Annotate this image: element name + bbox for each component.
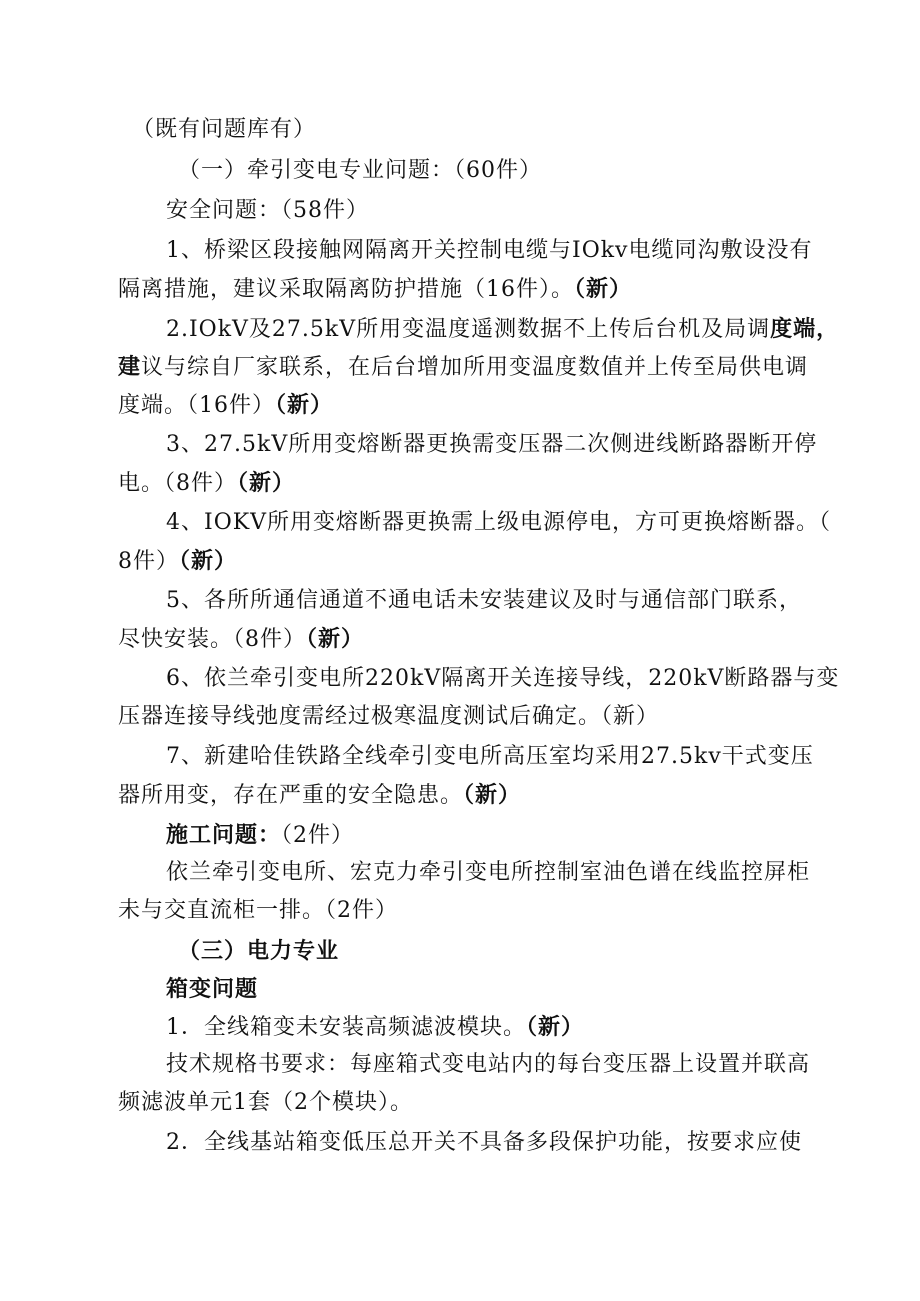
paragraph-line: 2．全线基站箱变低压总开关不具备多段保护功能，按要求应使 <box>166 1130 802 1155</box>
subsection-heading: 安全问题：（58件） <box>166 198 369 223</box>
paragraph-line: 隔离措施，建议采取隔离防护措施（16件）。（新） <box>118 276 633 302</box>
paragraph-line: 压器连接导线弛度需经过极寒温度测试后确定。（新） <box>118 704 660 729</box>
subsection-heading: 箱变问题 <box>166 976 259 1002</box>
paragraph-line: 2.IOkV及27.5kV所用变温度遥测数据不上传后台机及局调度端， <box>166 316 840 342</box>
paragraph-line: 1．全线箱变未安装高频滤波模块。（新） <box>166 1014 585 1040</box>
paragraph-line: 1、桥梁区段接触网隔离开关控制电缆与IOkv电缆同沟敷设没有 <box>166 238 813 263</box>
paragraph-line: 技术规格书要求：每座箱式变电站内的每台变压器上设置并联高 <box>166 1052 811 1077</box>
paragraph-line: 度端。（16件）（新） <box>118 392 334 418</box>
paragraph-line: 3、27.5kV所用变熔断器更换需变压器二次侧进线断路器断开停 <box>166 432 818 457</box>
paragraph-line: 8件）（新） <box>118 548 238 574</box>
paragraph-line: 器所用变，存在严重的安全隐患。（新） <box>118 782 522 808</box>
paragraph-line: 4、IOKV所用变熔断器更换需上级电源停电，方可更换熔断器。（ <box>166 510 832 535</box>
paragraph-line: 依兰牵引变电所、宏克力牵引变电所控制室油色谱在线监控屏柜 <box>166 860 811 885</box>
paragraph-line: 6、依兰牵引变电所220kV隔离开关连接导线，220kV断路器与变 <box>166 666 840 691</box>
paragraph-line: 尽快安装。（8件）（新） <box>118 626 365 652</box>
paragraph-line: 未与交直流柜一排。（2件） <box>118 898 398 923</box>
paragraph-line: 电。（8件）（新） <box>118 470 296 496</box>
paragraph-line: 7、新建哈佳铁路全线牵引变电所高压室均采用27.5kv干式变压 <box>166 744 814 769</box>
section-heading: （三）电力专业 <box>178 938 340 964</box>
subtitle-line: （既有问题库有） <box>132 117 317 142</box>
subsection-heading: 施工问题：（2件） <box>166 822 355 848</box>
paragraph-line: 频滤波单元1套（2个模块）。 <box>118 1090 413 1115</box>
paragraph-line: 建议与综自厂家联系，在后台增加所用变温度数值并上传至局供电调 <box>118 354 809 380</box>
paragraph-line: 5、各所所通信通道不通电话未安装建议及时与通信部门联系， <box>166 588 802 613</box>
section-heading: （一）牵引变电专业问题：（60件） <box>178 158 542 183</box>
